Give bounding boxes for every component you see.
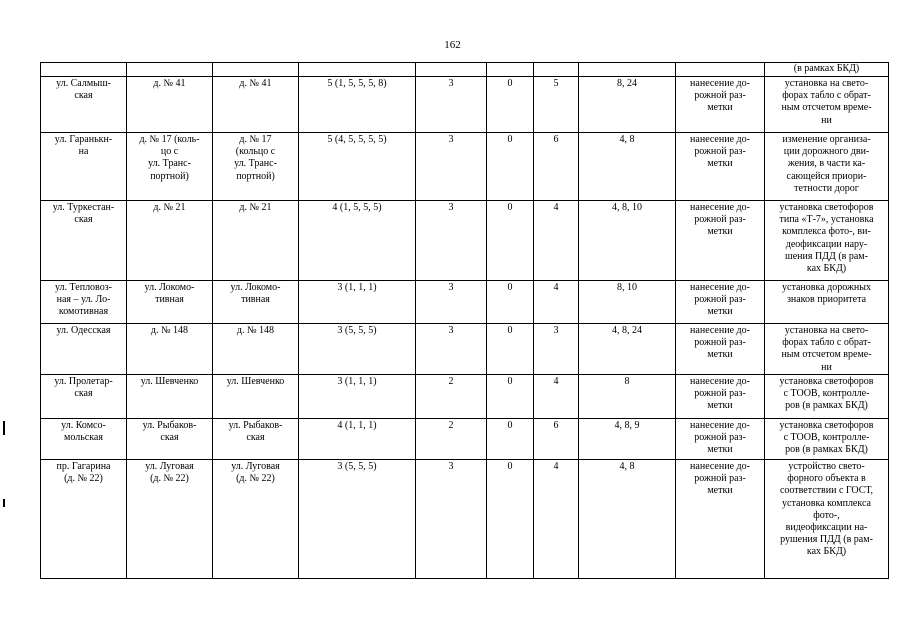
cell-text-line: 0 [507, 78, 513, 89]
table-cell [213, 281, 299, 324]
table-cell [579, 419, 676, 460]
cell-text-line: типа «Т-7», установка [779, 214, 874, 226]
page-number: 162 [444, 39, 461, 51]
cell-text-line: 4 [553, 376, 559, 387]
cell-text-line: комплекса фото-, ви- [782, 226, 871, 238]
cell-text-line: 3 [448, 325, 454, 336]
cell-text-line: 6 [553, 420, 559, 431]
table-cell [416, 281, 487, 324]
cell-text-line: (д. № 22) [236, 473, 275, 485]
cell-text-line: ул. Тепловоз- [55, 282, 112, 293]
cell-text-line: д. № 41 [239, 78, 272, 89]
table-cell [416, 133, 487, 201]
cell-text-line: рожной раз- [694, 388, 746, 400]
table-cell [534, 281, 579, 324]
table-cell [765, 201, 889, 281]
table-cell [127, 133, 213, 201]
table-cell [41, 281, 127, 324]
cell-text-line: метки [707, 226, 733, 238]
table-cell [213, 324, 299, 375]
cell-text-line: 4, 8, 24 [612, 325, 642, 336]
cell-text-line: нанесение до- [690, 376, 750, 387]
cell-text-line: ская [74, 214, 93, 226]
table-row [41, 77, 889, 133]
cell-text-line: 3 [448, 282, 454, 293]
cell-text-line: тивная [241, 294, 270, 306]
table-cell [765, 133, 889, 201]
table-cell [127, 63, 213, 77]
table-cell [41, 63, 127, 77]
cell-text-line: 4 [553, 282, 559, 293]
cell-text-line: комотивная [58, 306, 109, 318]
table-cell [487, 324, 534, 375]
cell-text-line: шения ПДД (в рам- [785, 250, 868, 262]
table-cell [127, 460, 213, 579]
cell-text-line: ул. Транс- [234, 158, 277, 170]
cell-text-line: 0 [507, 461, 513, 472]
cell-text-line: ская [74, 388, 93, 400]
cell-text-line: ках БКД) [806, 263, 847, 275]
cell-text-line: ул. Транс- [148, 158, 191, 170]
table-cell [299, 324, 416, 375]
table-cell [676, 133, 765, 201]
cell-text-line: ул. Шевченко [140, 376, 199, 387]
cell-text-line: 5 (1, 5, 5, 5, 8) [327, 78, 387, 89]
cell-text-line: видеофиксации на- [785, 522, 868, 534]
cell-text-line: форах табло с обрат- [782, 337, 871, 349]
cell-text-line: ская [246, 432, 265, 444]
cell-text-line: (д. № 22) [64, 473, 103, 485]
table-cell [487, 281, 534, 324]
table-cell: (в рамках БКД) [765, 63, 889, 77]
cell-text-line: пр. Гагарина [56, 461, 111, 472]
table-cell [534, 63, 579, 77]
cell-text-line: ул. Гаранькн- [54, 134, 113, 145]
cell-text-line: 4, 8, 9 [614, 420, 640, 431]
cell-text-line: установка дорожных [782, 282, 871, 293]
table-cell [41, 324, 127, 375]
table-cell [676, 77, 765, 133]
cell-text-line: цо с [160, 146, 179, 158]
cell-text-line: 8, 24 [617, 78, 637, 89]
cell-text-line: 3 [553, 325, 559, 336]
cell-text-line: изменение организа- [782, 134, 871, 145]
cell-text-line: 0 [507, 134, 513, 145]
table-cell [765, 419, 889, 460]
table-cell [765, 281, 889, 324]
cell-text-line: метки [707, 349, 733, 361]
table-cell [487, 63, 534, 77]
table-cell [676, 324, 765, 375]
cell-text-line: 4, 8, 10 [612, 202, 642, 213]
table-cell [676, 63, 765, 77]
cell-text-line: на [78, 146, 89, 158]
cell-text-line: портной) [236, 170, 275, 182]
table-cell [416, 324, 487, 375]
cell-text-line: соответствии с ГОСТ, [779, 485, 874, 497]
cell-text-line: 8 [624, 376, 630, 387]
cell-text-line: ул. Шевченко [226, 376, 285, 387]
cell-text-line: тивная [155, 294, 184, 306]
cell-text-line: метки [707, 400, 733, 412]
cell-text-line: д. № 21 [153, 202, 186, 213]
table-cell [579, 460, 676, 579]
table-cell [299, 77, 416, 133]
table-cell [299, 281, 416, 324]
table-cell [299, 460, 416, 579]
cell-text-line: 8, 10 [617, 282, 637, 293]
cell-text-line: 5 (4, 5, 5, 5, 5) [327, 134, 387, 145]
table-cell [416, 77, 487, 133]
traffic-measures-table [40, 62, 889, 579]
table-cell [534, 324, 579, 375]
table-row [41, 419, 889, 460]
cell-text-line: метки [707, 102, 733, 114]
cell-text-line: с ТООВ, контролле- [783, 388, 870, 400]
cell-text-line: 3 [448, 78, 454, 89]
cell-text-line: ным отсчетом време- [781, 349, 872, 361]
cell-text-line: ул. Комсо- [61, 420, 106, 431]
cell-text-line: ул. Луговая [145, 461, 194, 472]
cell-text-line: ная – ул. Ло- [56, 294, 111, 306]
cell-text-line: знаков приоритета [786, 294, 867, 306]
cell-text-line: 6 [553, 134, 559, 145]
cell-text-line: метки [707, 158, 733, 170]
table-cell [127, 201, 213, 281]
table-cell [127, 77, 213, 133]
cell-text-line: ул. Салмыш- [56, 78, 111, 89]
cell-text-line: нанесение до- [690, 78, 750, 89]
cell-text-line: сающейся приори- [786, 170, 867, 182]
table-cell [579, 63, 676, 77]
table-cell [676, 281, 765, 324]
cell-text-line: ции дорожного дви- [783, 146, 870, 158]
cell-text-line: деофиксации нару- [785, 238, 868, 250]
cell-text-line: ул. Рыбаков- [142, 420, 197, 431]
table-cell [579, 324, 676, 375]
table-row-continuation [41, 63, 889, 77]
table-cell [534, 77, 579, 133]
table-cell [534, 375, 579, 419]
table-cell [213, 201, 299, 281]
table-cell [676, 201, 765, 281]
table-cell [579, 375, 676, 419]
cell-text-line: рожной раз- [694, 90, 746, 102]
cell-text-line: рожной раз- [694, 146, 746, 158]
cell-text-line: ров (в рамках БКД) [785, 444, 868, 456]
cell-text-line: устройство свето- [788, 461, 865, 472]
cell-text-line: ров (в рамках БКД) [785, 400, 868, 412]
table-cell [41, 460, 127, 579]
cell-text-line: (д. № 22) [150, 473, 189, 485]
table-cell [487, 375, 534, 419]
table-cell [41, 375, 127, 419]
cell-text-line: 0 [507, 202, 513, 213]
cell-text-line: ул. Локомо- [144, 282, 195, 293]
cell-text-line: 4, 8 [619, 461, 635, 472]
cell-text-line: 0 [507, 282, 513, 293]
table-cell [579, 201, 676, 281]
cell-text-line: д. № 148 [236, 325, 275, 336]
cell-text-line: ул. Луговая [231, 461, 280, 472]
table-cell [676, 375, 765, 419]
table-row [41, 201, 889, 281]
table-cell [127, 324, 213, 375]
cell-text-line: нанесение до- [690, 134, 750, 145]
cell-text-line: 2 [448, 376, 454, 387]
cell-text-line: 0 [507, 376, 513, 387]
cell-text-line: рожной раз- [694, 214, 746, 226]
cell-text-line: д. № 41 [153, 78, 186, 89]
cell-text-line: нанесение до- [690, 202, 750, 213]
table-cell [416, 63, 487, 77]
table-cell [299, 133, 416, 201]
table-cell [676, 419, 765, 460]
cell-text-line: д. № 21 [239, 202, 272, 213]
table-cell [41, 77, 127, 133]
left-margin-mark [3, 499, 5, 507]
table-cell [487, 77, 534, 133]
table-row [41, 324, 889, 375]
cell-text-line: с ТООВ, контролле- [783, 432, 870, 444]
table-cell [579, 281, 676, 324]
table-cell [487, 133, 534, 201]
table-cell [299, 419, 416, 460]
cell-text-line: установка на свето- [784, 325, 869, 336]
cell-text-line: рожной раз- [694, 432, 746, 444]
table-cell [534, 201, 579, 281]
cell-text-line: 4 [553, 202, 559, 213]
table-cell [765, 77, 889, 133]
table-cell [579, 133, 676, 201]
cell-text-line: ская [74, 90, 93, 102]
cell-text-line: установка на свето- [784, 78, 869, 89]
table-row [41, 375, 889, 419]
table-cell [213, 375, 299, 419]
table-cell [579, 77, 676, 133]
table-row [41, 281, 889, 324]
table-cell [41, 201, 127, 281]
table-cell [213, 63, 299, 77]
cell-text-line: установка светофоров [779, 420, 874, 431]
table-cell [416, 460, 487, 579]
table-cell [127, 281, 213, 324]
cell-text-line: ни [821, 114, 832, 126]
cell-text-line: нанесение до- [690, 461, 750, 472]
table-cell [416, 375, 487, 419]
table-cell [41, 133, 127, 201]
cell-text-line: 4 (1, 5, 5, 5) [332, 202, 382, 213]
table-cell [127, 419, 213, 460]
cell-text-line: рожной раз- [694, 473, 746, 485]
cell-text-line: 5 [553, 78, 559, 89]
cell-text-line: 3 [448, 461, 454, 472]
cell-text-line: 3 [448, 134, 454, 145]
table-cell [765, 324, 889, 375]
cell-text-line: (кольцо с [235, 146, 276, 158]
table-cell [213, 77, 299, 133]
table-cell [416, 419, 487, 460]
cell-text-line: ул. Одесская [56, 325, 111, 336]
cell-text-line: ул. Рыбаков- [228, 420, 283, 431]
left-margin-mark [3, 421, 5, 435]
cell-text-line: ках БКД) [806, 546, 847, 558]
table-cell [487, 419, 534, 460]
cell-text-line: метки [707, 306, 733, 318]
table-cell [213, 460, 299, 579]
table-cell [676, 460, 765, 579]
table-cell [487, 201, 534, 281]
table-row [41, 460, 889, 579]
cell-text-line: жения, в части ка- [787, 158, 866, 170]
cell-text-line: д. № 148 [150, 325, 189, 336]
cell-text-line: фото-, [813, 509, 840, 521]
cell-text-line: тетности дорог [794, 182, 859, 194]
cell-text-line: установка светофоров [779, 202, 874, 213]
cell-text-line: 3 [448, 202, 454, 213]
cell-text-line: нанесение до- [690, 325, 750, 336]
cell-text-line: 2 [448, 420, 454, 431]
table-cell [534, 460, 579, 579]
table-cell [534, 133, 579, 201]
cell-text-line: рушения ПДД (в рам- [780, 534, 873, 546]
cell-text-line: метки [707, 485, 733, 497]
cell-text-line: 3 (1, 1, 1) [337, 282, 377, 293]
cell-text-line: 4, 8 [619, 134, 635, 145]
cell-text-line: рожной раз- [694, 337, 746, 349]
table-cell [127, 375, 213, 419]
table-cell [213, 133, 299, 201]
cell-text-line: 4 (1, 1, 1) [337, 420, 377, 431]
cell-text-line: портной) [150, 170, 189, 182]
table-cell [41, 419, 127, 460]
cell-text-line: форах табло с обрат- [782, 90, 871, 102]
cell-text-line: ул. Туркестан- [52, 202, 115, 213]
cell-text-line: рожной раз- [694, 294, 746, 306]
cell-text-line: установка светофоров [779, 376, 874, 387]
cell-text-line: форного объекта в [787, 473, 866, 485]
cell-text-line: нанесение до- [690, 420, 750, 431]
table-row [41, 133, 889, 201]
cell-text-line: нанесение до- [690, 282, 750, 293]
cell-text-line: д. № 17 (коль- [139, 134, 200, 145]
table-cell [213, 419, 299, 460]
table-cell [765, 460, 889, 579]
cell-text-line: 0 [507, 325, 513, 336]
cell-text-line: 0 [507, 420, 513, 431]
cell-text-line: ская [160, 432, 179, 444]
cell-text-line: ни [821, 361, 832, 373]
cell-text-line: ул. Пролетар- [54, 376, 113, 387]
cell-text-line: метки [707, 444, 733, 456]
cell-text-line: д. № 17 [239, 134, 272, 145]
table-cell [299, 63, 416, 77]
cell-text-line: 4 [553, 461, 559, 472]
cell-text-line: установка комплекса [782, 497, 871, 509]
table-cell [299, 375, 416, 419]
cell-text-line: мольская [64, 432, 103, 444]
table-cell [416, 201, 487, 281]
cell-text-line: ул. Локомо- [230, 282, 281, 293]
table-cell [299, 201, 416, 281]
table-cell [765, 375, 889, 419]
cell-text-line: 3 (1, 1, 1) [337, 376, 377, 387]
cell-text-line: 3 (5, 5, 5) [337, 461, 377, 472]
table-cell [534, 419, 579, 460]
cell-text-line: 3 (5, 5, 5) [337, 325, 377, 336]
table-cell [487, 460, 534, 579]
cell-text-line: ным отсчетом време- [781, 102, 872, 114]
